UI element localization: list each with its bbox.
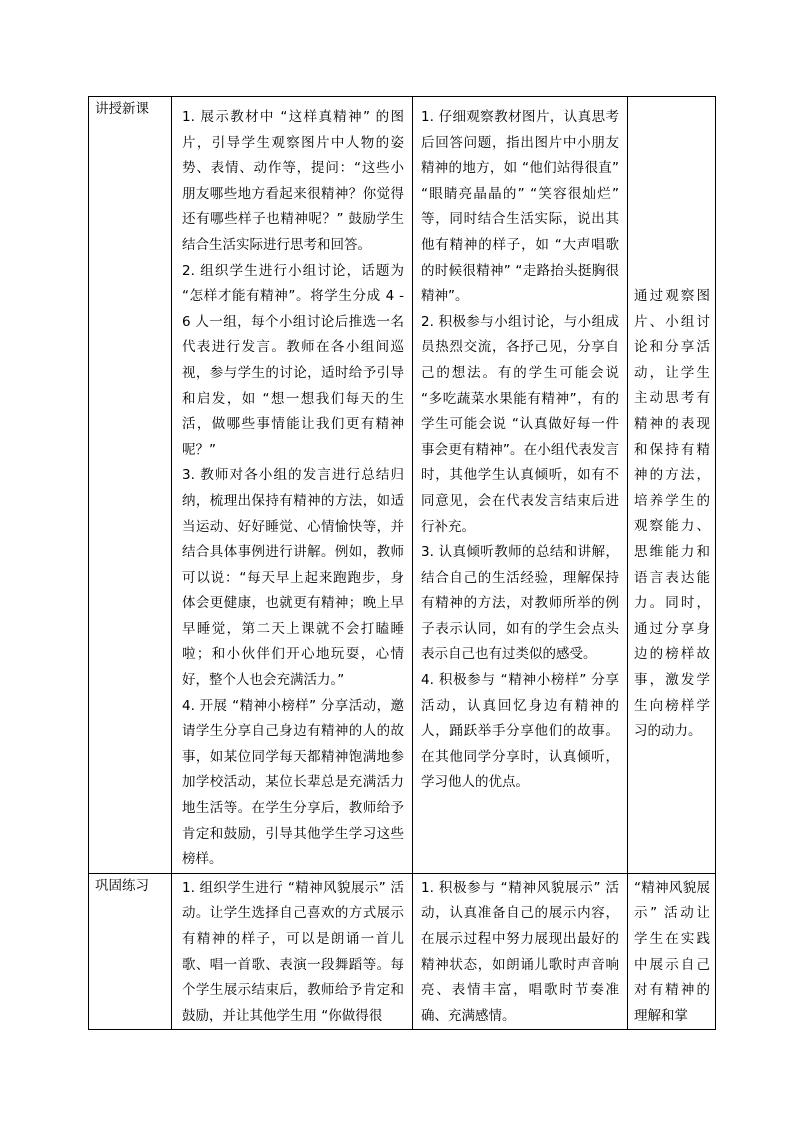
purpose-cell <box>628 97 716 874</box>
student-activity-cell <box>413 97 628 874</box>
lesson-plan-table <box>88 96 716 1030</box>
teacher-step: 1. 组织学生进行 “精神风貌展示” 活动。让学生选择自己喜欢的方式展示有精神的样子，可以是朗诵一首儿歌、唱一首歌、表演一段舞蹈等。每个学生展示结束后，教师给予肯定和鼓励，并让其他学生用 “你做得很 <box>182 879 404 1024</box>
teacher-step: 1. 展示教材中 “这样真精神” 的图片，引导学生观察图片中人物的姿势、表情、动作等，提问：“这些小朋友哪些地方看起来很精神？你觉得还有哪些样子也精神呢？” 鼓励学生结合生活实际进行思考和回答。 <box>182 109 404 253</box>
purpose-cell <box>628 873 716 1030</box>
student-step: 4. 积极参与 “精神小榜样” 分享活动，认真回忆身边有精神的人，踊跃举手分享他们的故事。在其他同学分享时，认真倾听，学习他人的优点。 <box>421 672 619 791</box>
purpose-text: “精神风貌展示” 活动让学生在实践中展示自己对有精神的理解和掌 <box>634 879 710 1024</box>
student-step: 1. 积极参与 “精神风貌展示” 活动，认真准备自己的展示内容，在展示过程中努力展现出最好的精神状态，如朗诵儿歌时声音响亮、表情丰富，唱歌时节奏准确、充满感情。 <box>421 879 619 1024</box>
stage-cell <box>89 97 172 874</box>
teacher-activity-cell <box>172 97 413 874</box>
student-step: 1. 仔细观察教材图片，认真思考后回答问题，指出图片中小朋友精神的地方，如 “他们站得很直” “眼睛亮晶晶的” “笑容很灿烂” 等，同时结合生活实际，说出其他有精神的样子，如 “大声唱歌的时候很精神” “走路抬头挺胸很精神”。 <box>421 109 619 305</box>
student-step: 2. 积极参与小组讨论，与小组成员热烈交流，各抒己见，分享自己的想法。有的学生可能会说 “多吃蔬菜水果能有精神”，有的学生可能会说 “认真做好每一件事会更有精神”。在小组代表发言时，其他学生认真倾听，如有不同意见，会在代表发言结束后进行补充。 <box>421 313 619 535</box>
stage-cell <box>89 873 172 1030</box>
teacher-step: 3. 教师对各小组的发言进行总结归纳，梳理出保持有精神的方法，如适当运动、好好睡觉、心情愉快等，并结合具体事例进行讲解。例如，教师可以说：“每天早上起来跑跑步，身体会更健康，也就更有精神；晚上早早睡觉，第二天上课就不会打瞌睡啦；和小伙伴们开心地玩耍，心情好，整个人也会充满活力。” <box>182 467 404 689</box>
table-row <box>89 873 716 1030</box>
student-step: 3. 认真倾听教师的总结和讲解，结合自己的生活经验，理解保持有精神的方法，对教师所举的例子表示认同，如有的学生会点头表示自己也有过类似的感受。 <box>421 544 619 663</box>
stage-label: 巩固练习 <box>95 877 149 894</box>
teacher-activity-cell <box>172 873 413 1030</box>
teacher-step: 4. 开展 “精神小榜样” 分享活动，邀请学生分享自己身边有精神的人的故事，如某位同学每天都精神饱满地参加学校活动，某位长辈总是充满活力地生活等。在学生分享后，教师给予肯定和鼓励，引导其他学生学习这些榜样。 <box>182 697 404 868</box>
table-row <box>89 97 716 874</box>
teacher-step: 2. 组织学生进行小组讨论，话题为 “怎样才能有精神”。将学生分成 4 - 6 人一组，每个小组讨论后推选一名代表进行发言。教师在各小组间巡视，参与学生的讨论，适时给予引导和启发，如 “想一想我们每天的生活，做哪些事情能让我们更有精神呢？” <box>182 262 404 458</box>
purpose-text: 通过观察图片、小组讨论和分享活动，让学生主动思考有精神的表现和保持有精神的方法，培养学生的观察能力、思维能力和语言表达能力。同时，通过分享身边的榜样故事，激发学生向榜样学习的动力。 <box>634 288 710 740</box>
student-activity-cell <box>413 873 628 1030</box>
stage-label: 讲授新课 <box>95 101 149 117</box>
